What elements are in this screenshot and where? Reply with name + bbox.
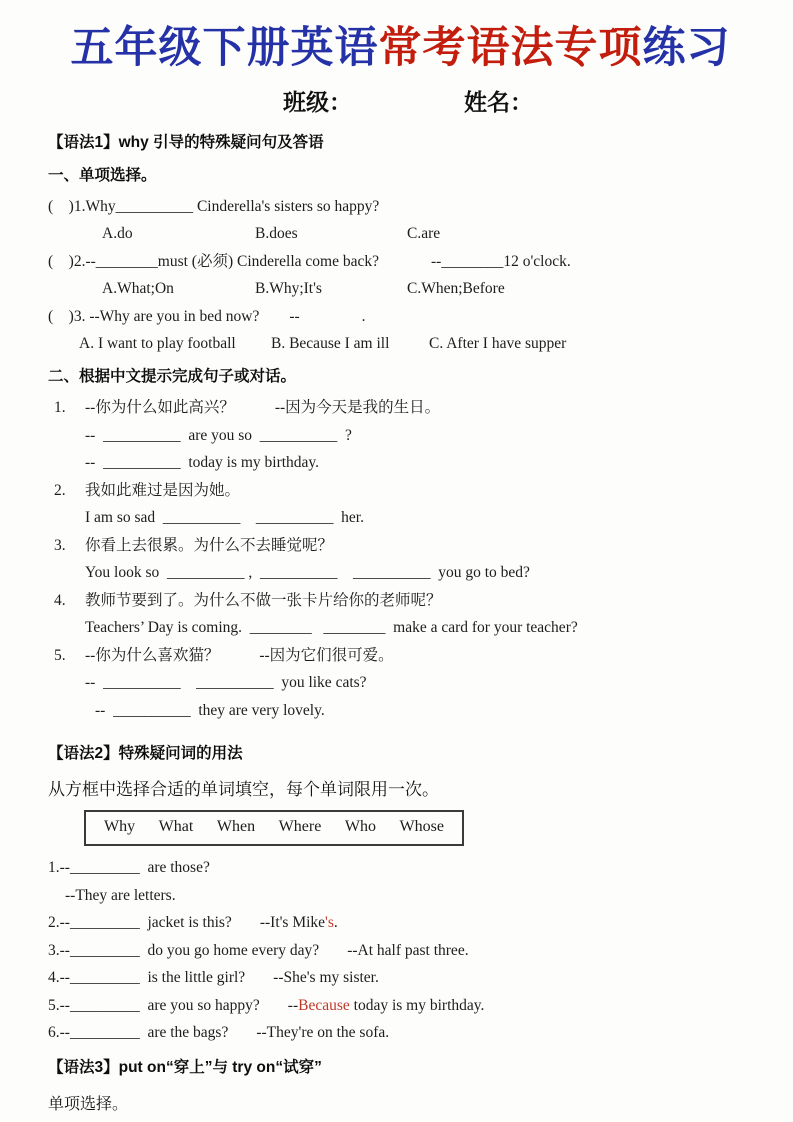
- prompt-part-2: --因为它们很可爱。: [259, 646, 394, 664]
- s2-question-6: [48, 1023, 753, 1042]
- option-c: C.When;Before: [407, 280, 505, 298]
- fill-line: -- __________ are you so __________ ?: [85, 426, 352, 444]
- option-b: B. Because I am ill: [271, 335, 390, 353]
- s2-answer-1: --They are letters.: [65, 886, 176, 904]
- item-number: 1.: [54, 399, 66, 417]
- grammar-section-3: [48, 1055, 753, 1114]
- title-segment-blue-2: 练习: [642, 24, 731, 72]
- choice-question-3-stem: [48, 307, 753, 326]
- section1-part2-heading: 二、根据中文提示完成句子或对话。: [48, 368, 297, 386]
- section2-heading: 【语法2】特殊疑问词的用法: [48, 745, 243, 763]
- name-label: 姓名：: [464, 88, 533, 115]
- choice-question-2-stem: [48, 252, 753, 271]
- choice-question-1-options: [48, 224, 753, 243]
- answer-text: --At half past three.: [347, 941, 469, 959]
- section3-instruction: 单项选择。: [48, 1096, 129, 1114]
- option-b: B.does: [255, 225, 298, 243]
- question-text: 2.--_________ jacket is this?: [48, 914, 232, 932]
- fill-line: Teachers’ Day is coming. ________ ________ make a card for your teacher?: [85, 619, 578, 637]
- answer-text: --________12 o'clock.: [431, 252, 571, 270]
- s2-question-4: [48, 968, 753, 987]
- prompt-part-2: --因为今天是我的生日。: [274, 399, 441, 417]
- word-bank-item: Why: [104, 818, 136, 836]
- title-segment-blue-1: 五年级下册英语: [70, 24, 379, 72]
- chinese-prompt: 你看上去很累。为什么不去睡觉呢？: [85, 536, 334, 554]
- answer-text: --She's my sister.: [273, 969, 379, 987]
- grammar-section-1: [48, 130, 753, 729]
- answer-plain: today is my birthday.: [349, 996, 485, 1014]
- page-title: [48, 22, 753, 76]
- s2-question-1: 1.--_________ are those?: [48, 859, 210, 877]
- fill-line: -- __________ they are very lovely.: [95, 701, 325, 719]
- item-number: 5.: [54, 646, 66, 664]
- option-a: A.What;On: [102, 280, 174, 298]
- question-text: ( )3. --Why are you in bed now?: [48, 307, 260, 325]
- answer-text: -- .: [289, 307, 366, 325]
- choice-question-3-options: [48, 334, 753, 353]
- word-bank-box: [84, 810, 464, 846]
- fill-line: I am so sad __________ __________ her.: [85, 509, 364, 527]
- question-text: 4.--_________ is the little girl?: [48, 969, 246, 987]
- section2-instruction: 从方框中选择合适的单词填空，每个单词限用一次。: [48, 780, 439, 800]
- option-a: A.do: [102, 225, 133, 243]
- question-text: 6.--_________ are the bags?: [48, 1024, 229, 1042]
- option-a: A. I want to play football: [79, 335, 236, 353]
- question-text: ( )2.--________must (必须) Cinderella come back?: [48, 252, 380, 270]
- fill-item-5: [48, 646, 753, 729]
- word-bank-item: Where: [278, 818, 322, 836]
- fill-item-4: [48, 591, 753, 646]
- choice-question-2-options: [48, 279, 753, 298]
- option-c: C.are: [407, 225, 441, 243]
- answer-text: [288, 997, 485, 1014]
- word-bank-item: What: [158, 818, 194, 836]
- fill-line: You look so __________ , __________ __________ you go to bed?: [85, 564, 530, 582]
- item-number: 3.: [54, 536, 66, 554]
- answer-text: --They're on the sofa.: [256, 1024, 390, 1042]
- fill-item-2: [48, 481, 753, 536]
- chinese-prompt: 教师节要到了。为什么不做一张卡片给你的老师呢？: [85, 591, 442, 609]
- chinese-prompt: [85, 646, 753, 665]
- answer-highlight: 's: [325, 914, 334, 932]
- fill-item-3: [48, 536, 753, 591]
- answer-highlight: Because: [298, 996, 350, 1014]
- s2-question-3: [48, 941, 753, 960]
- word-bank-item: Whose: [399, 818, 444, 836]
- option-c: C. After I have supper: [429, 335, 567, 353]
- question-text: 5.--_________ are you so happy?: [48, 996, 260, 1014]
- option-b: B.Why;It's: [255, 280, 322, 298]
- s2-question-5: [48, 996, 753, 1015]
- item-number: 2.: [54, 481, 66, 499]
- section1-part1-heading: 一、单项选择。: [48, 166, 157, 184]
- question-text: 3.--_________ do you go home every day?: [48, 941, 320, 959]
- s2-question-2: [48, 913, 753, 932]
- class-blank-field: [352, 84, 464, 117]
- fill-line: -- __________ today is my birthday.: [85, 454, 320, 472]
- fill-line: -- __________ __________ you like cats?: [85, 674, 367, 692]
- student-info-row: [48, 84, 753, 117]
- answer-plain: --: [287, 996, 299, 1014]
- grammar-section-2: [48, 741, 753, 1042]
- class-label: 班级：: [283, 88, 352, 115]
- prompt-part-1: --你为什么如此高兴？: [85, 399, 235, 417]
- fill-item-1: [48, 398, 753, 481]
- answer-text: [260, 914, 338, 931]
- word-bank-item: When: [216, 818, 256, 836]
- word-bank-item: Who: [344, 818, 376, 836]
- title-segment-red: 常考语法专项: [378, 24, 643, 72]
- item-number: 4.: [54, 591, 66, 609]
- answer-plain: .: [333, 914, 338, 932]
- prompt-part-1: --你为什么喜欢猫？: [85, 646, 220, 664]
- choice-question-1-stem: ( )1.Why__________ Cinderella's sisters so happy?: [48, 197, 380, 215]
- answer-plain: --It's Mike: [259, 914, 326, 932]
- chinese-prompt: 我如此难过是因为她。: [85, 481, 241, 499]
- section1-heading: 【语法1】why 引导的特殊疑问句及答语: [48, 133, 324, 151]
- chinese-prompt: [85, 398, 753, 417]
- section3-heading: 【语法3】put on“穿上”与 try on“试穿”: [48, 1059, 322, 1077]
